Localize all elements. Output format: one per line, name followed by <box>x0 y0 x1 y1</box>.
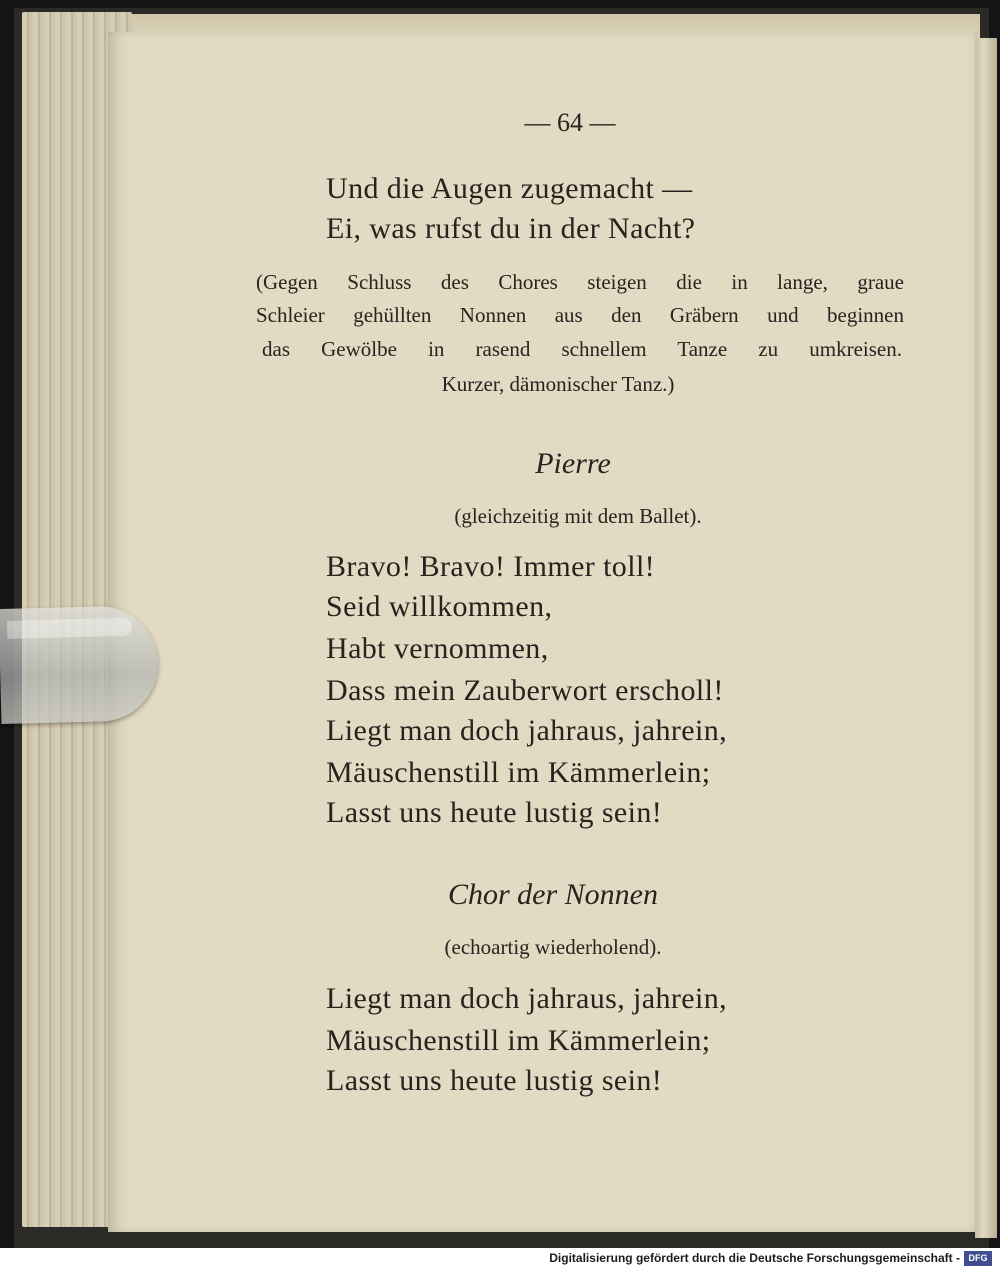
page-right-edge <box>975 38 997 1238</box>
verse-line: Habt vernommen, <box>326 632 549 665</box>
stage-direction-line: das Gewölbe in rasend schnellem Tanze zu umkreisen. <box>262 337 902 361</box>
speaker-name: Pierre <box>535 447 611 480</box>
bookmark-clip <box>0 605 159 724</box>
speaker-direction: (gleichzeitig mit dem Ballet). <box>454 504 702 528</box>
verse-line: Mäuschenstill im Kämmerlein; <box>326 1024 711 1057</box>
stage-direction-line: (Gegen Schluss des Chores steigen die in lange, graue <box>256 270 904 294</box>
speaker-direction: (echoartig wiederholend). <box>444 935 662 959</box>
verse-line: Bravo! Bravo! Immer toll! <box>326 550 656 583</box>
verse-line: Seid willkommen, <box>326 590 553 623</box>
funding-notice: Digitalisierung gefördert durch die Deutsche Forschungsgemeinschaft - <box>549 1251 960 1265</box>
stage-direction-line: Schleier gehüllten Nonnen aus den Gräbern und beginnen <box>256 303 904 327</box>
stage-direction-line: Kurzer, dämonischer Tanz.) <box>441 372 675 396</box>
verse-line: Liegt man doch jahraus, jahrein, <box>326 714 727 747</box>
page-number: — 64 — <box>524 108 616 137</box>
verse-line: Lasst uns heute lustig sein! <box>326 796 663 829</box>
verse-line: Dass mein Zauberwort erscholl! <box>326 674 724 707</box>
digitization-footer <box>0 1248 1000 1270</box>
verse-line: Mäuschenstill im Kämmerlein; <box>326 756 711 789</box>
verse-line: Ei, was rufst du in der Nacht? <box>326 212 696 245</box>
verse-line: Und die Augen zugemacht — <box>326 172 693 205</box>
verse-line: Liegt man doch jahraus, jahrein, <box>326 982 727 1015</box>
dfg-logo: DFG <box>964 1251 992 1266</box>
speaker-name: Chor der Nonnen <box>448 878 658 911</box>
verse-line: Lasst uns heute lustig sein! <box>326 1064 663 1097</box>
